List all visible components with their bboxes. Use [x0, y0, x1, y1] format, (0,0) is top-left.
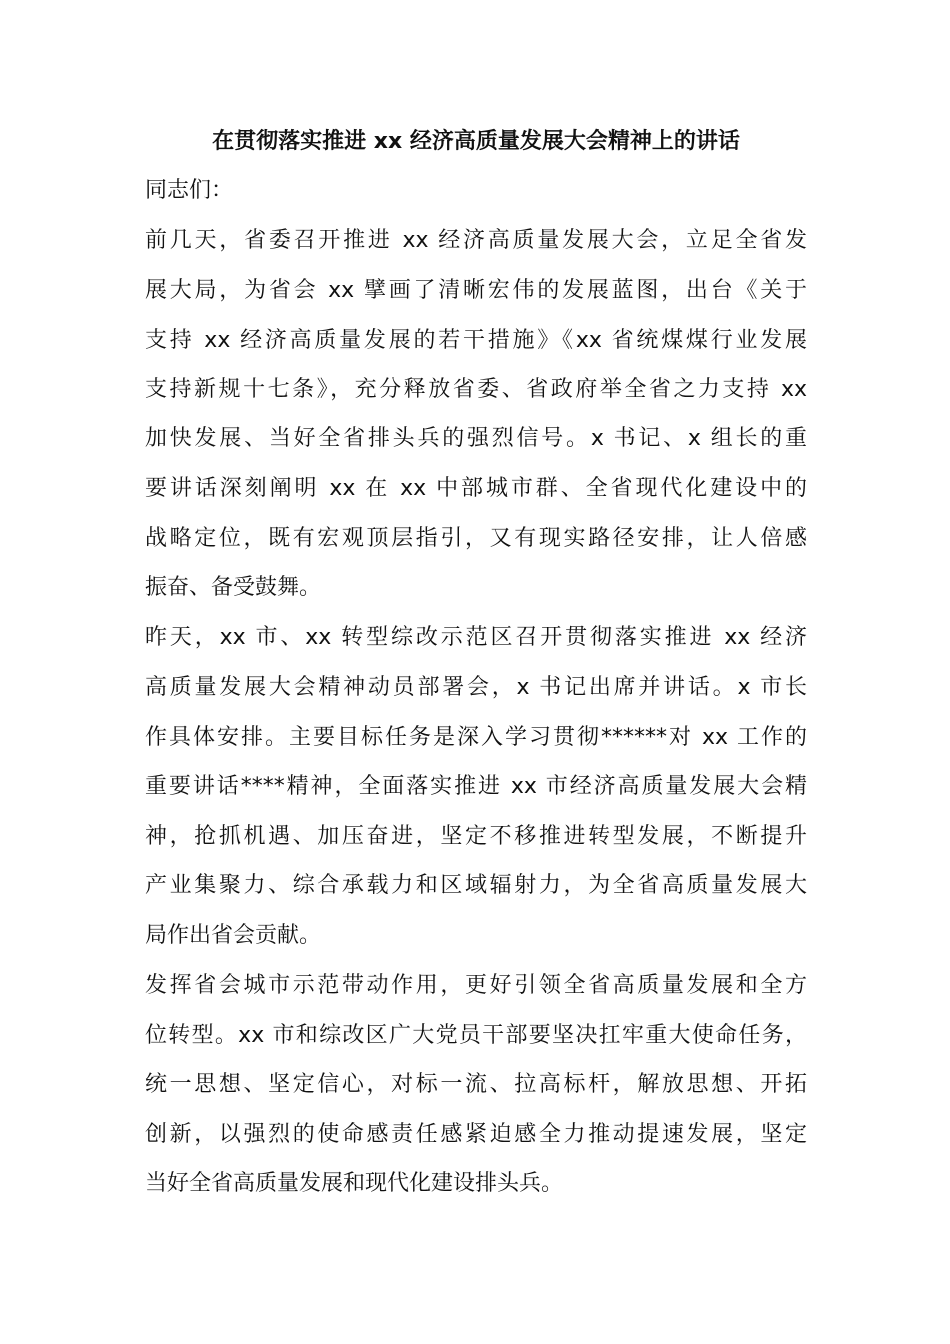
text-line: 产业集聚力、综合承载力和区域辐射力，为全省高质量发展大 — [145, 873, 807, 898]
text-line: 振奋、备受鼓舞。 — [145, 575, 322, 600]
text-line: 前几天，省委召开推进 xx 经济高质量发展大会，立足全省发 — [145, 228, 807, 253]
text-line: 战略定位，既有宏观顶层指引，又有现实路径安排，让人倍感 — [145, 526, 807, 551]
text-line: 展大局，为省会 xx 擘画了清晰宏伟的发展蓝图，出台《关于 — [145, 278, 807, 303]
text-line: 支持新规十七条》，充分释放省委、省政府举全省之力支持 xx — [145, 377, 807, 402]
text-line: 作具体安排。主要目标任务是深入学习贯彻******对 xx 工作的 — [145, 725, 807, 750]
text-line: 统一思想、坚定信心，对标一流、拉高标杆，解放思想、开拓 — [145, 1072, 807, 1097]
text-line: 加快发展、当好全省排头兵的强烈信号。x 书记、x 组长的重 — [145, 426, 807, 451]
text-line: 要讲话深刻阐明 xx 在 xx 中部城市群、全省现代化建设中的 — [145, 476, 807, 501]
text-line: 重要讲话****精神，全面落实推进 xx 市经济高质量发展大会精 — [145, 774, 807, 799]
text-line: 局作出省会贡献。 — [145, 923, 322, 948]
text-line: 当好全省高质量发展和现代化建设排头兵。 — [145, 1171, 564, 1196]
text-line: 支持 xx 经济高质量发展的若干措施》《xx 省统煤煤行业发展 — [145, 328, 807, 353]
text-line: 位转型。xx 市和综改区广大党员干部要坚决扛牢重大使命任务， — [145, 1023, 807, 1048]
text-line: 神，抢抓机遇、加压奋进，坚定不移推进转型发展，不断提升 — [145, 824, 807, 849]
text-line: 发挥省会城市示范带动作用，更好引领全省高质量发展和全方 — [145, 973, 807, 998]
text-line: 昨天，xx 市、xx 转型综改示范区召开贯彻落实推进 xx 经济 — [145, 625, 807, 650]
salutation: 同志们： — [145, 178, 234, 203]
text-line: 创新，以强烈的使命感责任感紧迫感全力推动提速发展，坚定 — [145, 1122, 807, 1147]
text-line: 高质量发展大会精神动员部署会，x 书记出席并讲话。x 市长 — [145, 675, 807, 700]
document-title: 在贯彻落实推进 xx 经济高质量发展大会精神上的讲话 — [212, 129, 740, 154]
